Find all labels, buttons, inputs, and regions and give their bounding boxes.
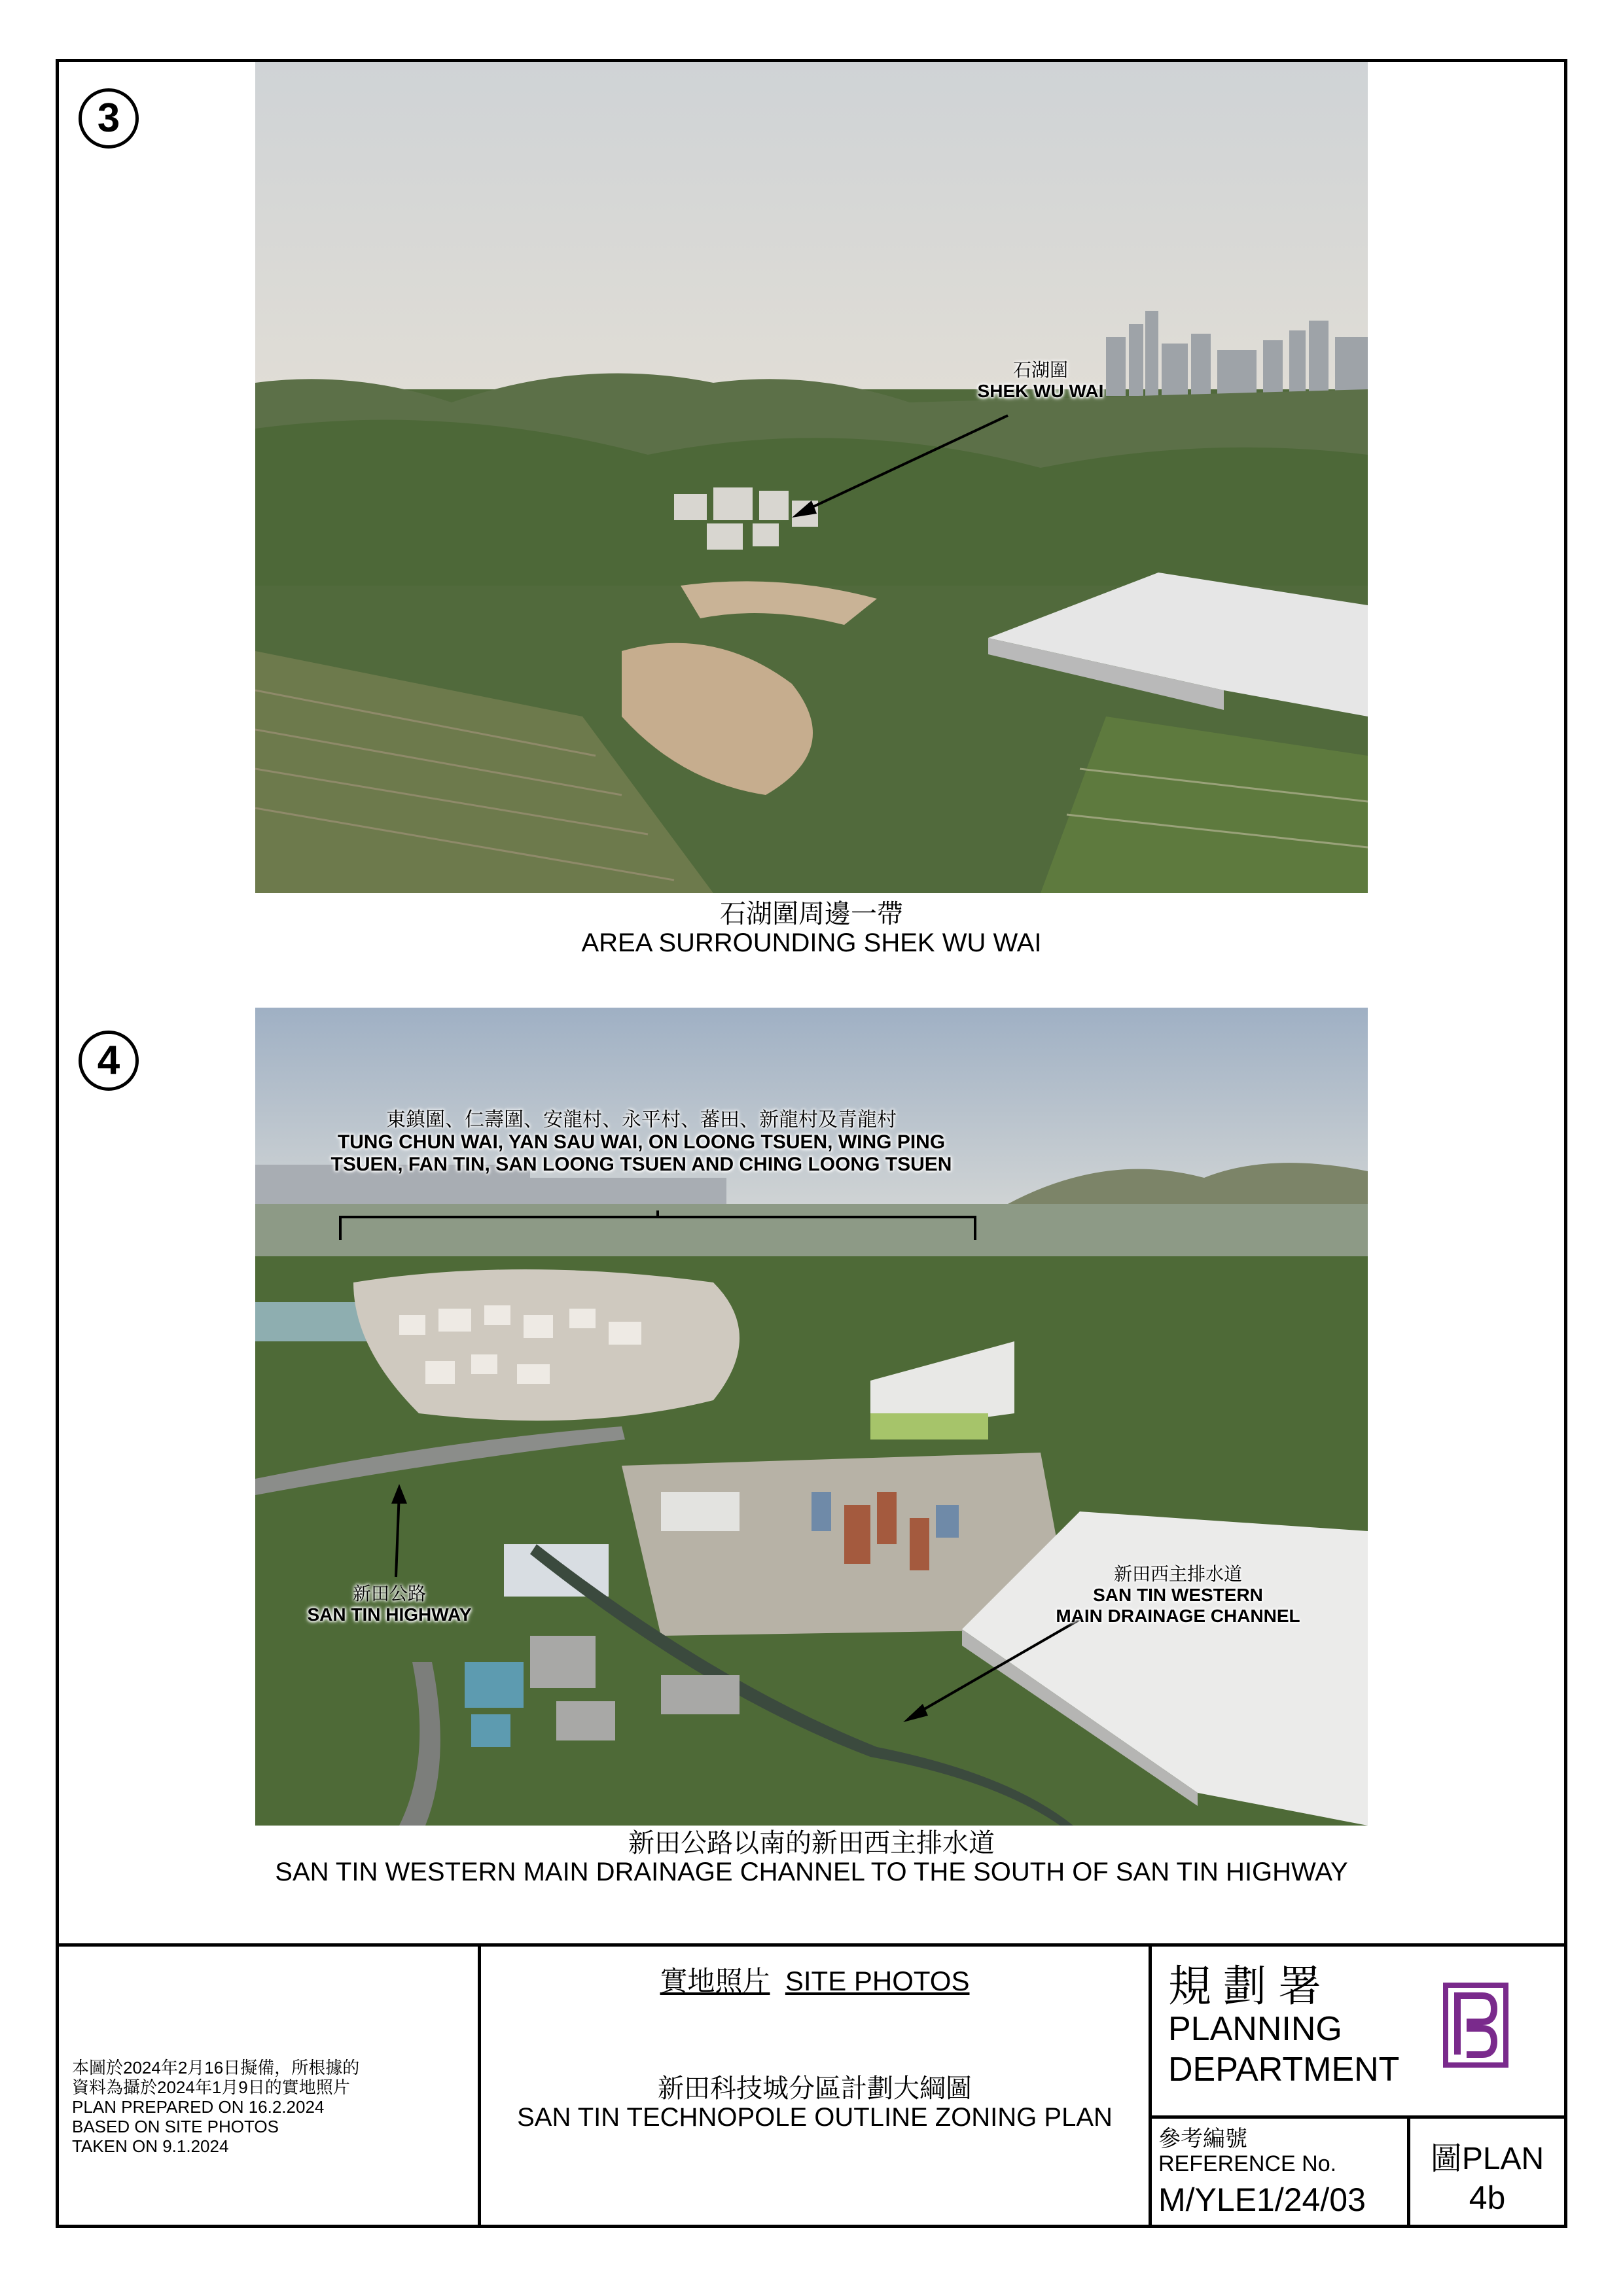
- ref-label-en: REFERENCE No.: [1158, 2151, 1337, 2176]
- heading-en: SITE PHOTOS: [785, 1966, 970, 1996]
- photo-number-3: 3: [79, 88, 139, 149]
- caption-photo-3-zh: 石湖圍周邊一帶: [720, 900, 903, 928]
- label-villages-en-2: TSUEN, FAN TIN, SAN LOONG TSUEN AND CHING LOONG TSUEN: [330, 1154, 952, 1175]
- plan-number: 4b: [1469, 2180, 1506, 2216]
- divider-right: [1149, 1947, 1152, 2225]
- label-villages: [301, 1109, 982, 1176]
- notes-zh-2: 資料為攝於2024年1月9日的實地照片: [72, 2077, 350, 2097]
- dept-name-zh: 規劃署: [1168, 1962, 1333, 2010]
- department: [1168, 1963, 1430, 2090]
- label-drainage-channel-zh: 新田西主排水道: [1113, 1564, 1242, 1584]
- heading-zh: 實地照片: [660, 1966, 770, 1996]
- plan-notes: [72, 2058, 478, 2156]
- plan-heading: [481, 1960, 1149, 1999]
- caption-photo-4-zh: 新田公路以南的新田西主排水道: [628, 1829, 995, 1858]
- photo-shek-wu-wai: [255, 62, 1368, 893]
- label-villages-zh: 東鎮圍、仁壽圍、安龍村、永平村、蕃田、新龍村及青龍村: [386, 1109, 897, 1131]
- label-drainage-channel-en-2: MAIN DRAINAGE CHANNEL: [1056, 1606, 1300, 1626]
- dept-name-en-2: DEPARTMENT: [1168, 2051, 1400, 2089]
- plan-sheet: [56, 59, 1567, 2228]
- planning-department-logo: [1443, 1983, 1508, 2068]
- divider-horizontal: [1149, 2115, 1567, 2119]
- plan-title-en: SAN TIN TECHNOPOLE OUTLINE ZONING PLAN: [517, 2103, 1113, 2132]
- reference-number: M/YLE1/24/03: [1158, 2181, 1366, 2218]
- label-drainage-channel: [1041, 1564, 1315, 1627]
- label-shek-wu-wai: [962, 360, 1119, 402]
- caption-photo-3: [59, 900, 1564, 957]
- label-san-tin-highway-zh: 新田公路: [352, 1583, 426, 1604]
- label-drainage-channel-en-1: SAN TIN WESTERN: [1093, 1585, 1263, 1605]
- reference-label: [1158, 2127, 1420, 2176]
- label-shek-wu-wai-zh: 石湖圍: [1012, 360, 1068, 380]
- dept-name-en-1: PLANNING: [1168, 2010, 1342, 2048]
- label-villages-en-1: TUNG CHUN WAI, YAN SAU WAI, ON LOONG TSUEN, WING PING: [337, 1131, 946, 1153]
- caption-photo-4: [59, 1829, 1564, 1886]
- plan-title: [481, 2074, 1149, 2132]
- plan-label-zh: 圖: [1430, 2142, 1462, 2176]
- pd-logo-icon: [1443, 1983, 1508, 2068]
- notes-zh-1: 本圖於2024年2月16日擬備，所根據的: [72, 2058, 360, 2077]
- plan-title-zh: 新田科技城分區計劃大綱圖: [658, 2074, 972, 2103]
- aerial-photo-3: [255, 62, 1368, 893]
- label-san-tin-highway: [281, 1583, 497, 1625]
- photo-san-tin-drainage: [255, 1008, 1368, 1826]
- notes-en-1: PLAN PREPARED ON 16.2.2024: [72, 2097, 325, 2117]
- plan-label-en: PLAN: [1461, 2142, 1544, 2176]
- notes-en-3: TAKEN ON 9.1.2024: [72, 2136, 229, 2156]
- ref-label-zh: 參考編號: [1158, 2127, 1247, 2151]
- plan-label: [1410, 2133, 1564, 2178]
- photo-number-4: 4: [79, 1031, 139, 1091]
- label-san-tin-highway-en: SAN TIN HIGHWAY: [307, 1604, 472, 1625]
- caption-photo-4-en: SAN TIN WESTERN MAIN DRAINAGE CHANNEL TO THE SOUTH OF SAN TIN HIGHWAY: [275, 1858, 1348, 1886]
- title-block: [59, 1943, 1564, 2225]
- notes-en-2: BASED ON SITE PHOTOS: [72, 2117, 279, 2136]
- label-shek-wu-wai-en: SHEK WU WAI: [977, 381, 1104, 401]
- caption-photo-3-en: AREA SURROUNDING SHEK WU WAI: [581, 928, 1042, 957]
